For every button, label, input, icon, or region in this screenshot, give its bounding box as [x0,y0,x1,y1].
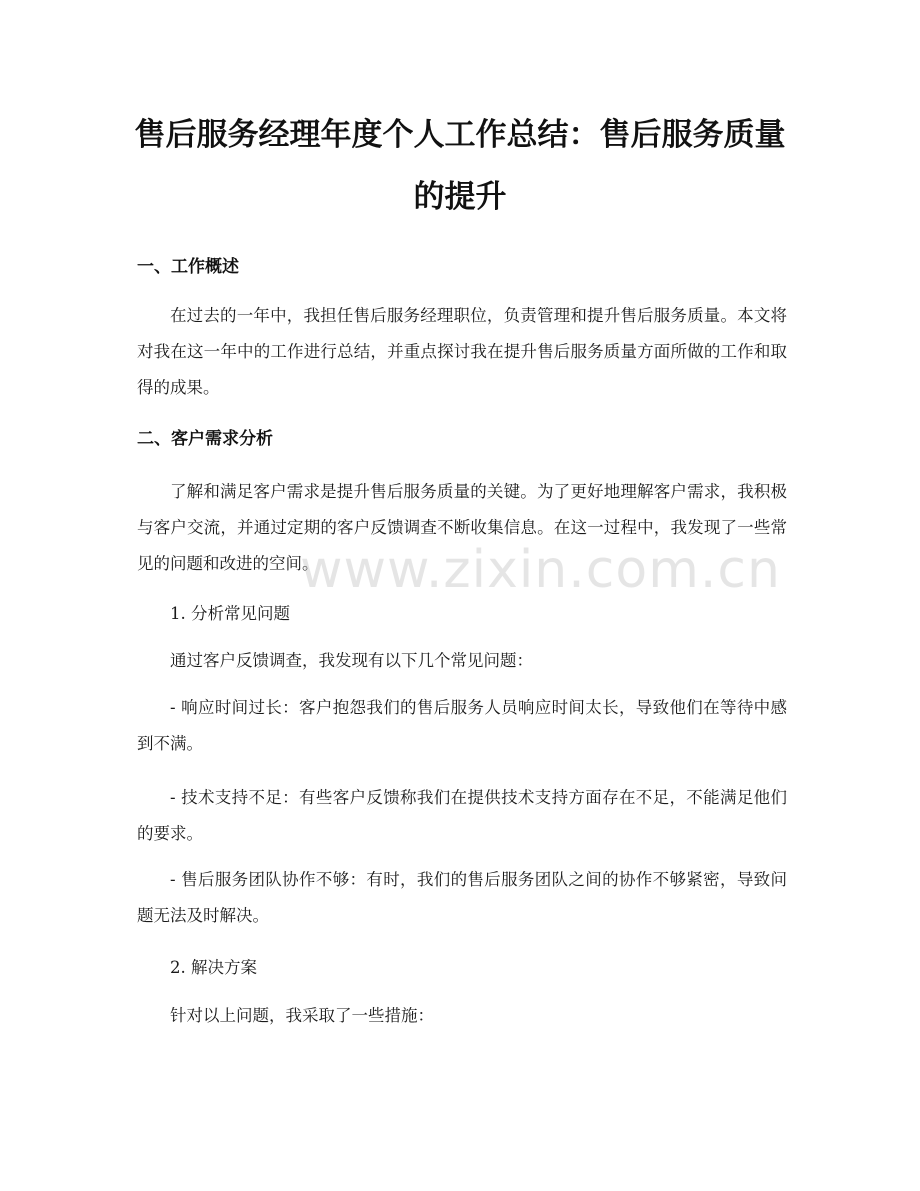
list-item-team-collaboration: - 售后服务团队协作不够：有时，我们的售后服务团队之间的协作不够紧密，导致问题无法及时解决。 [137,870,787,925]
list-item-tech-support: - 技术支持不足：有些客户反馈称我们在提供技术支持方面存在不足，不能满足他们的要求。 [137,788,787,843]
subheading-common-problems: 1. 分析常见问题 [170,604,290,623]
section-heading-overview: 一、工作概述 [137,257,239,277]
survey-intro-paragraph: 通过客户反馈调查，我发现有以下几个常见问题： [170,651,533,670]
customer-needs-paragraph: 了解和满足客户需求是提升售后服务质量的关键。为了更好地理解客户需求，我积极与客户交流，并通过定期的客户反馈调查不断收集信息。在这一过程中，我发现了一些常见的问题和改进的空间。 [137,482,787,573]
subheading-solutions: 2. 解决方案 [170,958,257,977]
watermark: www.zixin.com.cn [300,540,781,600]
section-heading-customer-needs: 二、客户需求分析 [137,429,273,449]
solutions-intro-paragraph: 针对以上问题，我采取了一些措施： [170,1006,434,1025]
list-item-response-time: - 响应时间过长：客户抱怨我们的售后服务人员响应时间太长，导致他们在等待中感到不满。 [137,698,787,753]
document-title: 售后服务经理年度个人工作总结：售后服务质量的提升 [134,117,786,215]
overview-paragraph: 在过去的一年中，我担任售后服务经理职位，负责管理和提升售后服务质量。本文将对我在这一年中的工作进行总结，并重点探讨我在提升售后服务质量方面所做的工作和取得的成果。 [137,306,787,397]
